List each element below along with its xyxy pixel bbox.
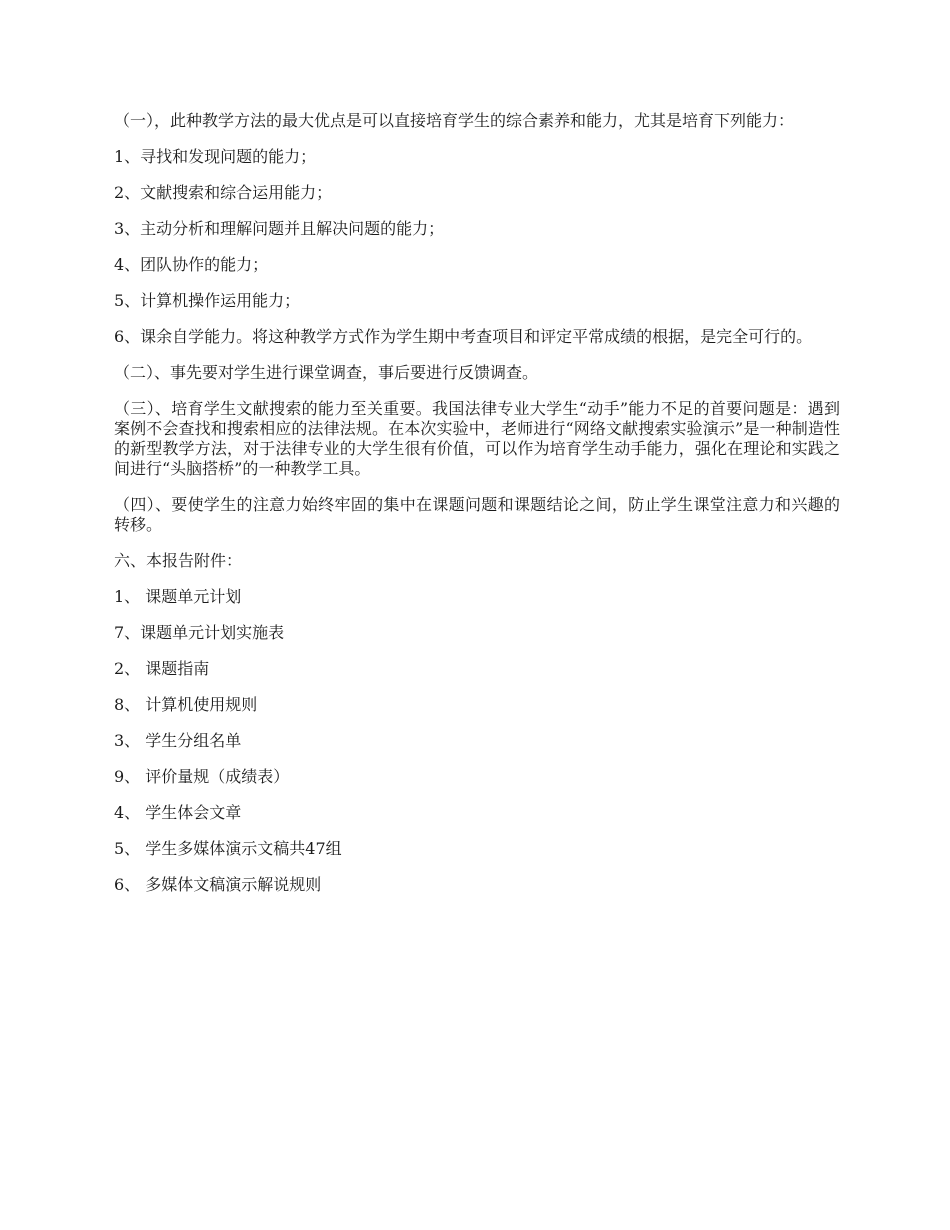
attachment-item: 7、课题单元计划实施表 <box>114 623 285 642</box>
ability-item-4: 4、团队协作的能力； <box>114 255 269 274</box>
ability-item-1: 1、寻找和发现问题的能力； <box>114 147 317 166</box>
ability-item-6: 6、课余自学能力。将这种教学方式作为学生期中考查项目和评定平常成绩的根据，是完全可行的。 <box>114 327 813 346</box>
paragraph-section-4: （四）、要使学生的注意力始终牢固的集中在课题问题和课题结论之间，防止学生课堂注意力和兴趣的转移。 <box>114 495 840 534</box>
attachments-heading: 六、本报告附件： <box>114 551 243 570</box>
paragraph-section-3: （三）、培育学生文献搜索的能力至关重要。我国法律专业大学生“动手”能力不足的首要问题是：遇到案例不会查找和搜索相应的法律法规。在本次实验中，老师进行“网络文献搜索实验演示”是一种制造性的新型教学方法，对于法律专业的大学生很有价值，可以作为培育学生动手能力，强化在理论和实践之间进行“头脑搭桥”的一种教学工具。 <box>114 399 840 478</box>
attachment-item: 1、 课题单元计划 <box>114 587 242 606</box>
attachment-item: 5、 学生多媒体演示文稿共47组 <box>114 839 342 858</box>
ability-item-3: 3、主动分析和理解问题并且解决问题的能力； <box>114 219 445 238</box>
attachment-item: 3、 学生分组名单 <box>114 731 242 750</box>
ability-item-2: 2、文献搜索和综合运用能力； <box>114 183 333 202</box>
attachment-item: 8、 计算机使用规则 <box>114 695 258 714</box>
paragraph-section-2: （二）、事先要对学生进行课堂调查，事后要进行反馈调查。 <box>114 363 539 382</box>
document-body <box>114 111 840 911</box>
attachment-item: 4、 学生体会文章 <box>114 803 242 822</box>
ability-item-5: 5、计算机操作运用能力； <box>114 291 301 310</box>
attachment-item: 2、 课题指南 <box>114 659 210 678</box>
attachment-item: 6、 多媒体文稿演示解说规则 <box>114 875 322 894</box>
paragraph-intro-1: （一），此种教学方法的最大优点是可以直接培育学生的综合素养和能力，尤其是培育下列能力： <box>114 111 795 130</box>
attachment-item: 9、 评价量规（成绩表） <box>114 767 290 786</box>
